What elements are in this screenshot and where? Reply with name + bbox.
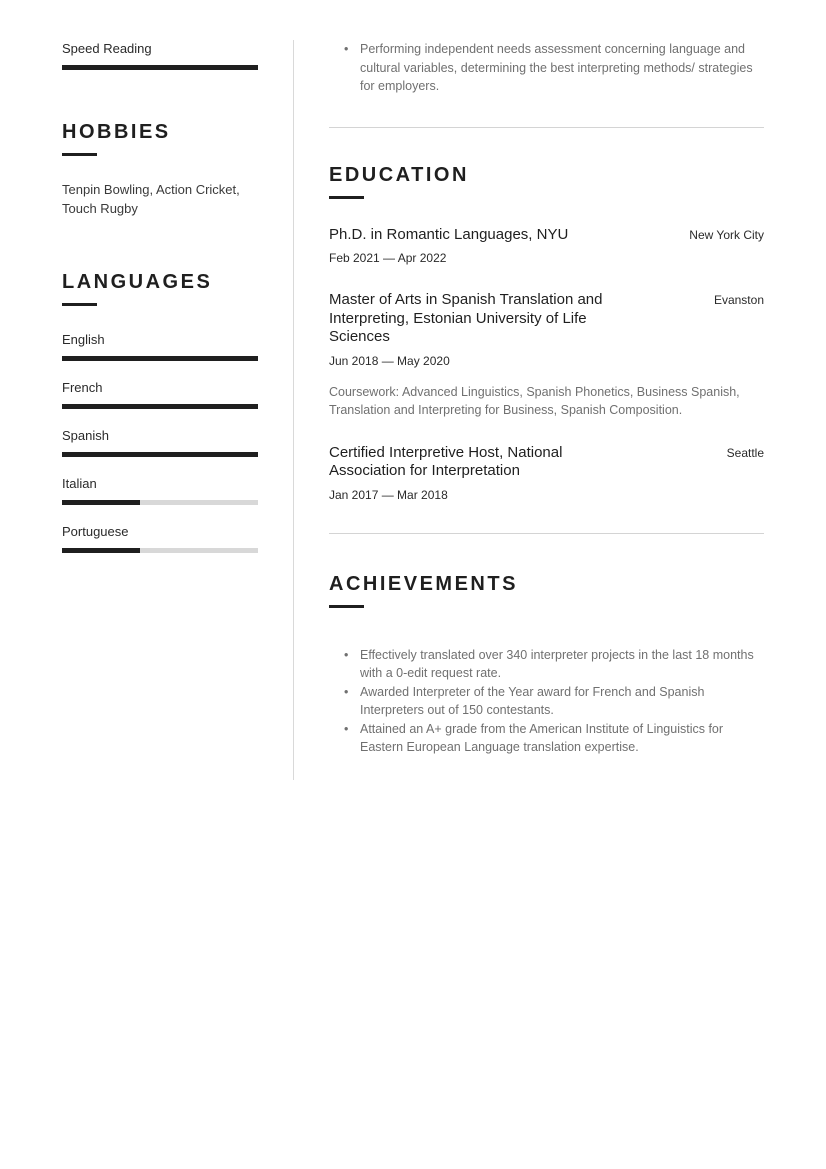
- language-level-fill: [62, 452, 258, 457]
- language-level-bar: [62, 548, 258, 553]
- language-level-bar: [62, 500, 258, 505]
- language-name: Italian: [62, 476, 97, 491]
- language-item: [62, 523, 258, 553]
- language-level-fill: [62, 404, 258, 409]
- hobbies-title: HOBBIES: [62, 121, 171, 143]
- languages-section: [62, 271, 258, 553]
- education-location: New York City: [689, 227, 764, 242]
- right-column: [329, 40, 764, 757]
- language-item: [62, 331, 258, 361]
- education-dates: Jan 2017 — Mar 2018: [329, 487, 448, 502]
- bullet-text: Attained an A+ grade from the American Institute of Linguistics for Eastern European Language translation expertise.: [360, 721, 724, 754]
- language-item: [62, 427, 258, 457]
- achievements-section: [329, 573, 764, 757]
- languages-title: LANGUAGES: [62, 271, 213, 293]
- skill-name: Speed Reading: [62, 41, 152, 56]
- language-list: [62, 331, 258, 553]
- section-title-rule: [62, 303, 97, 306]
- education-dates: Feb 2021 — Apr 2022: [329, 251, 447, 265]
- bullet-icon: •: [344, 647, 349, 662]
- column-divider: [293, 40, 294, 780]
- section-title-rule: [329, 605, 364, 608]
- achievements-title: ACHIEVEMENTS: [329, 572, 518, 595]
- education-dates: Jun 2018 — May 2020: [329, 353, 450, 368]
- language-level-bar: [62, 404, 258, 409]
- left-column: [62, 40, 258, 571]
- bullet-icon: •: [344, 684, 349, 699]
- language-item: [62, 379, 258, 409]
- skill-level-fill: [62, 65, 258, 70]
- bullet-text: Performing independent needs assessment concerning language and cultural variables, determining the best interpreting methods/ strategies for employers.: [360, 42, 753, 93]
- section-separator: [329, 127, 764, 128]
- section-title-rule: [329, 196, 364, 199]
- education-item: [329, 226, 764, 267]
- list-item: [329, 40, 764, 96]
- hobbies-section: [62, 121, 258, 218]
- education-description: Coursework: Advanced Linguistics, Spanish Phonetics, Business Spanish, Translation and Interpreting for Business, Spanish Composition.: [329, 384, 740, 417]
- hobbies-text: Tenpin Bowling, Action Cricket, Touch Rugby: [62, 182, 240, 216]
- language-name: Spanish: [62, 428, 109, 443]
- education-title: EDUCATION: [329, 163, 469, 186]
- language-level-fill: [62, 500, 140, 505]
- education-item: [329, 444, 764, 503]
- language-name: French: [62, 380, 103, 395]
- bullet-icon: •: [344, 721, 349, 736]
- education-section: [329, 164, 764, 503]
- education-degree: Master of Arts in Spanish Translation and Interpreting, Estonian University of Life Sciences: [329, 291, 603, 345]
- education-degree: Certified Interpretive Host, National Association for Interpretation: [329, 443, 563, 479]
- list-item: [329, 720, 764, 757]
- language-name: Portuguese: [62, 524, 129, 539]
- bullet-text: Awarded Interpreter of the Year award for French and Spanish Interpreters out of 150 contestants.: [360, 684, 705, 717]
- language-level-fill: [62, 548, 140, 553]
- language-item: [62, 475, 258, 505]
- achievements-bullets: [329, 646, 764, 757]
- language-level-fill: [62, 356, 258, 361]
- skill-level-bar: [62, 65, 258, 70]
- experience-bullets: [329, 40, 764, 96]
- section-title-rule: [62, 153, 97, 156]
- education-degree: Ph.D. in Romantic Languages, NYU: [329, 225, 569, 243]
- bullet-text: Effectively translated over 340 interpreter projects in the last 18 months with a 0-edit request rate.: [360, 647, 754, 680]
- language-name: English: [62, 332, 105, 347]
- list-item: [329, 646, 764, 683]
- language-level-bar: [62, 452, 258, 457]
- section-separator: [329, 533, 764, 534]
- education-location: Seattle: [726, 445, 764, 460]
- bullet-icon: •: [344, 42, 349, 56]
- education-item: [329, 291, 764, 420]
- skill-item: [62, 40, 258, 70]
- list-item: [329, 683, 764, 720]
- education-location: Evanston: [713, 293, 764, 307]
- language-level-bar: [62, 356, 258, 361]
